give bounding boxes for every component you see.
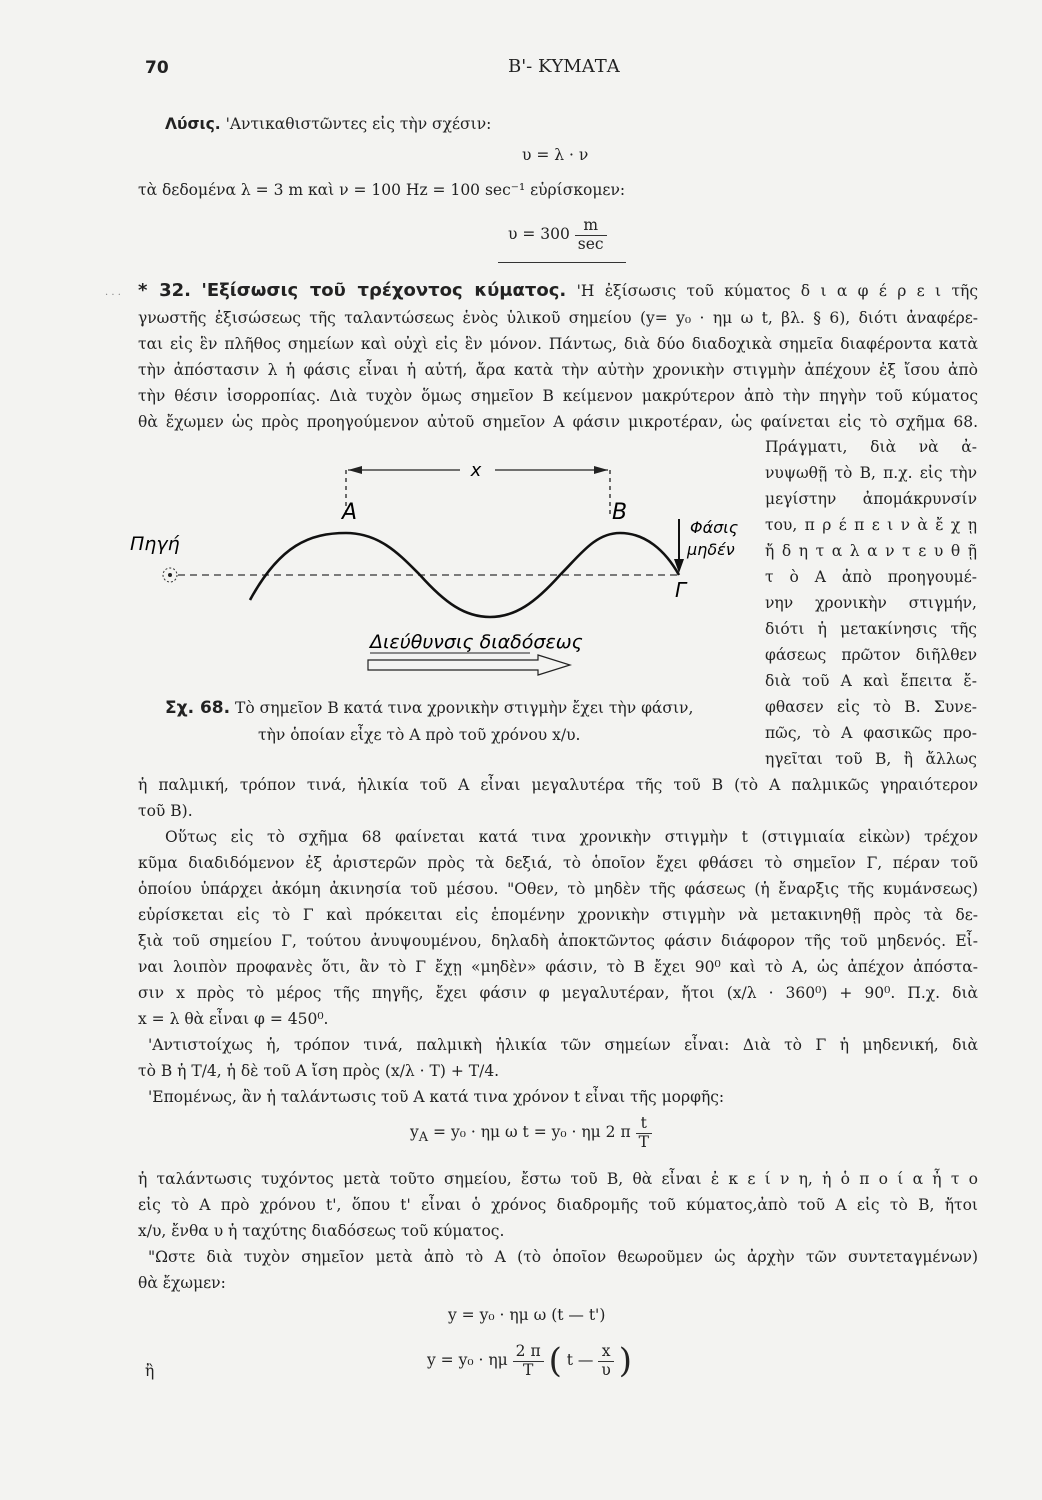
body-line-5: εὑρίσκεται εἰς τὸ Γ καὶ πρόκειται εἰς ἑπομένην χρονικὴν στιγμὴν νὰ μετακινηθῇ πρὸς τὰ δε- [138, 906, 978, 924]
phase-label-1: Φάσις [690, 518, 739, 537]
body-line-10: 'Αντιστοίχως ἡ, τρόπον τινά, παλμικὴ ἡλικία τῶν σημείων εἶναι: Διὰ τὸ Γ ἡ μηδενική, διὰ [148, 1036, 978, 1054]
page-number: 70 [145, 58, 169, 78]
caption-number: Σχ. 68. [165, 698, 231, 718]
body-line-6: ξιὰ τοῦ σημείου Γ, τούτου ἀνυψουμένου, δηλαδὴ ἀποκτῶντος φάσιν διάφορον τῆς τοῦ μηδενός. Εἶ- [138, 932, 978, 950]
equation-or: ἢ [145, 1362, 155, 1380]
body-line-2: Οὕτως εἰς τὸ σχῆμα 68 φαίνεται κατά τινα χρονικὴν στιγμὴν t (στιγμιαία εἰκὼν) τρέχον [165, 828, 978, 846]
chapter-title: Β'- ΚΥΜΑΤΑ [508, 56, 620, 77]
section-number: * 32. [138, 280, 191, 301]
x-label: x [470, 460, 482, 481]
body-line-4: ὁποίου ὑπάρχει ἀκόμη ἀκινησία τοῦ μέσου. "Οθεν, τὸ μηδὲν τῆς φάσεως (ἡ ἔναρξις τῆς κυμάνσεως) [138, 880, 978, 898]
solution-intro-text: 'Αντικαθιστῶντες εἰς τὴν σχέσιν: [225, 115, 492, 133]
source-label: Πηγή [130, 533, 180, 555]
eq-y2-close-paren: ) [618, 1341, 633, 1381]
body-line-11: τὸ Β ἡ T/4, ἡ δὲ τοῦ Α ἴση πρὸς (x/λ · T) + T/4. [138, 1062, 500, 1080]
direction-label: Διεύθυνσις διαδόσεως [370, 631, 583, 653]
equation-y2 [427, 1338, 632, 1383]
side-text-11: πῶς, τὸ Α φασικῶς προ- [765, 724, 977, 742]
body-line-3: κῦμα διαδιδόμενον ἐξ ἀριστερῶν πρὸς τὰ δεξιά, τὸ ὁποῖον ἔχει φθάσει τὸ σημεῖον Γ, πέραν τοῦ [138, 854, 978, 872]
section-heading-line [138, 280, 978, 301]
side-text-10: φθασεν εἰς τὸ Β. Συνε- [765, 698, 977, 716]
source-dot [168, 573, 172, 577]
body2-line-0: ἡ ταλάντωσις τυχόντος μετὰ τοῦτο σημείου, ἔστω τοῦ Β, θὰ εἶναι ἐ κ ε ί ν η, ἡ ὁ π ο ί α ἦ τ ο [138, 1170, 978, 1188]
caption-text-1: Τὸ σημεῖον Β κατά τινα χρονικὴν στιγμὴν ἔχει τὴν φάσιν, [235, 699, 694, 717]
equation-v-lambda-nu: υ = λ · ν [522, 146, 589, 164]
eq-y2-lhs: y = y₀ · ημ [427, 1351, 508, 1369]
section-line-4: τὴν θέσιν ἰσορροπίας. Διὰ τυχὸν ὅμως σημεῖον Β κείμενον μακρύτερον ἀπὸ τὴν πηγὴν τοῦ κύματος [138, 387, 978, 405]
eq-y2-fraction-2 [598, 1343, 613, 1378]
body2-line-3: "Ωστε διὰ τυχὸν σημεῖον μετὰ ἀπὸ τὸ Α (τὸ ὁποῖον θεωροῦμεν ὡς ἀρχὴν τῶν συντεταγμένων) [148, 1248, 978, 1266]
section-line-1: γνωστῆς ἐξισώσεως τῆς ταλαντώσεως ἑνὸς ὑλικοῦ σημείου (y= y₀ · ημ ω t, βλ. § 6), διότι ἀναφέρε- [138, 309, 978, 327]
side-text-6: νην χρονικὴν στιγμήν, [765, 594, 977, 612]
body-line-12: 'Επομένως, ἂν ἡ ταλάντωσις τοῦ Α κατά τινα χρόνον t εἶναι τῆς μορφῆς: [148, 1088, 725, 1106]
side-text-12: ηγεῖται τοῦ Β, ἢ ἄλλως [765, 750, 977, 768]
body2-line-1: εἰς τὸ Α πρὸ χρόνου t', ὅπου t' εἶναι ὁ χρόνος διαδρομῆς τοῦ κύματος,ἀπὸ τοῦ Α εἰς τὸ Β, ἤτοι [138, 1196, 978, 1214]
result-underline [498, 262, 626, 263]
point-a-label: A [342, 500, 358, 525]
eq-ya-sub: A [418, 1130, 429, 1146]
eq-y2-num1: 2 π [513, 1343, 544, 1361]
eq-ya-fraction [636, 1115, 652, 1150]
side-text-4: ἤ δ η τ α λ α ν τ ε υ θ ῇ [765, 542, 977, 560]
side-text-1: νυψωθῇ τὸ Β, π.χ. εἰς τὴν [765, 464, 977, 482]
section-line-2: ται εἰς ἓν πλῆθος σημείων καὶ οὐχὶ εἰς ἓν μόνον. Πάντως, διὰ δύο διαδοχικὰ σημεῖα διαφέροντα κατὰ [138, 335, 978, 353]
body2-line-2: x/υ, ἔνθα υ ἡ ταχύτης διαδόσεως τοῦ κύματος. [138, 1222, 505, 1240]
eq-y2-mid: t — [566, 1351, 594, 1369]
result-numerator: m [575, 217, 607, 235]
eq-ya-num: t [636, 1115, 652, 1133]
side-text-7: διότι ἡ μετακίνησις τῆς [765, 620, 977, 638]
section-title: 'Εξίσωσις τοῦ τρέχοντος κύματος. [201, 280, 567, 301]
direction-arrow [368, 655, 570, 675]
point-b-label: B [612, 500, 628, 525]
solution-intro [165, 115, 491, 133]
eq-ya-mid: = y₀ · ημ ω t = y₀ · ημ 2 π [433, 1123, 631, 1141]
x-arrow-left-head [348, 466, 362, 474]
result-denominator: sec [577, 234, 604, 253]
equation-y1: y = y₀ · ημ ω (t — t') [448, 1306, 606, 1324]
equation-ya [410, 1110, 652, 1160]
section-line-3: τὴν ἀπόστασιν λ ἡ φάσις εἶναι ἡ αὐτή, ἄρα κατὰ τὴν αὐτὴν χρονικὴν στιγμὴν ἀπέχουν ἐξ ἴσου ἀπὸ [138, 361, 978, 379]
eq-y2-den2: υ [601, 1360, 611, 1379]
body2-line-4: θὰ ἔχωμεν: [138, 1274, 226, 1292]
eq-ya-lhs: y [410, 1123, 419, 1141]
equation-result [508, 214, 607, 254]
caption-text-2: τὴν ὁποίαν εἶχε τὸ Α πρὸ τοῦ χρόνου x/υ. [258, 726, 581, 744]
solution-given: τὰ δεδομένα λ = 3 m καὶ ν = 100 Hz = 100 sec⁻¹ εὑρίσκομεν: [138, 181, 626, 199]
eq-y2-den1: T [522, 1360, 534, 1379]
body-line-0: ἡ παλμική, τρόπον τινά, ἡλικία τοῦ Α εἶναι μεγαλυτέρα τῆς τοῦ Β (τὸ Α παλμικῶς γηραιότερον [138, 776, 978, 794]
eq-y2-num2: x [598, 1343, 613, 1361]
section-line-0: 'Η ἐξίσωσις τοῦ κύματος δ ι α φ έ ρ ε ι τῆς [576, 282, 978, 300]
side-text-9: διὰ τοῦ Α καὶ ἔπειτα ἔ- [765, 672, 977, 690]
figure-68-diagram [130, 455, 760, 680]
result-lhs: υ = 300 [508, 225, 570, 243]
x-arrow-right-head [594, 466, 608, 474]
side-text-3: του, π ρ έ π ε ι ν ὰ ἔ χ ῃ [765, 516, 977, 534]
eq-y2-fraction-1 [513, 1343, 544, 1378]
body-line-1: τοῦ Β). [138, 802, 193, 820]
body-line-9: x = λ θὰ εἶναι φ = 450⁰. [138, 1010, 329, 1028]
side-text-0: Πράγματι, διὰ νὰ ἀ- [765, 438, 977, 456]
result-fraction [575, 217, 607, 252]
side-text-5: τ ὸ Α ἀπὸ προηγουμέ- [765, 568, 977, 586]
phase-label-2: μηδέν [687, 540, 735, 559]
section-line-5: θὰ ἔχωμεν ὡς πρὸς προηγούμενον αὐτοῦ σημεῖον Α φάσιν μικροτέραν, ὡς φαίνεται εἰς τὸ σχῆμα 68. [138, 413, 978, 431]
point-g-label: Γ [675, 578, 687, 602]
figure-caption-line1 [165, 698, 693, 718]
body-line-8: σιν x πρὸς τὸ μέρος τῆς πηγῆς, ἔχει φάσιν φ μεγαλυτέραν, ἤτοι (x/λ · 360⁰) + 90⁰. Π.χ. διὰ [138, 984, 978, 1002]
side-text-2: μεγίστην ἀπομάκρυνσίν [765, 490, 977, 508]
margin-mark: · · · [105, 290, 121, 301]
solution-label: Λύσις. [165, 115, 221, 133]
eq-ya-den: T [638, 1132, 649, 1151]
body-line-7: ναι λοιπὸν προφανὲς ὅτι, ἂν τὸ Γ ἔχῃ «μηδὲν» φάσιν, τὸ Β ἔχει 90⁰ καὶ τὸ Α, ὡς ἀπέχον ἀπόστα- [138, 958, 978, 976]
side-text-8: φάσεως πρῶτον διῆλθεν [765, 646, 977, 664]
eq-y2-open-paren: ( [548, 1341, 562, 1381]
